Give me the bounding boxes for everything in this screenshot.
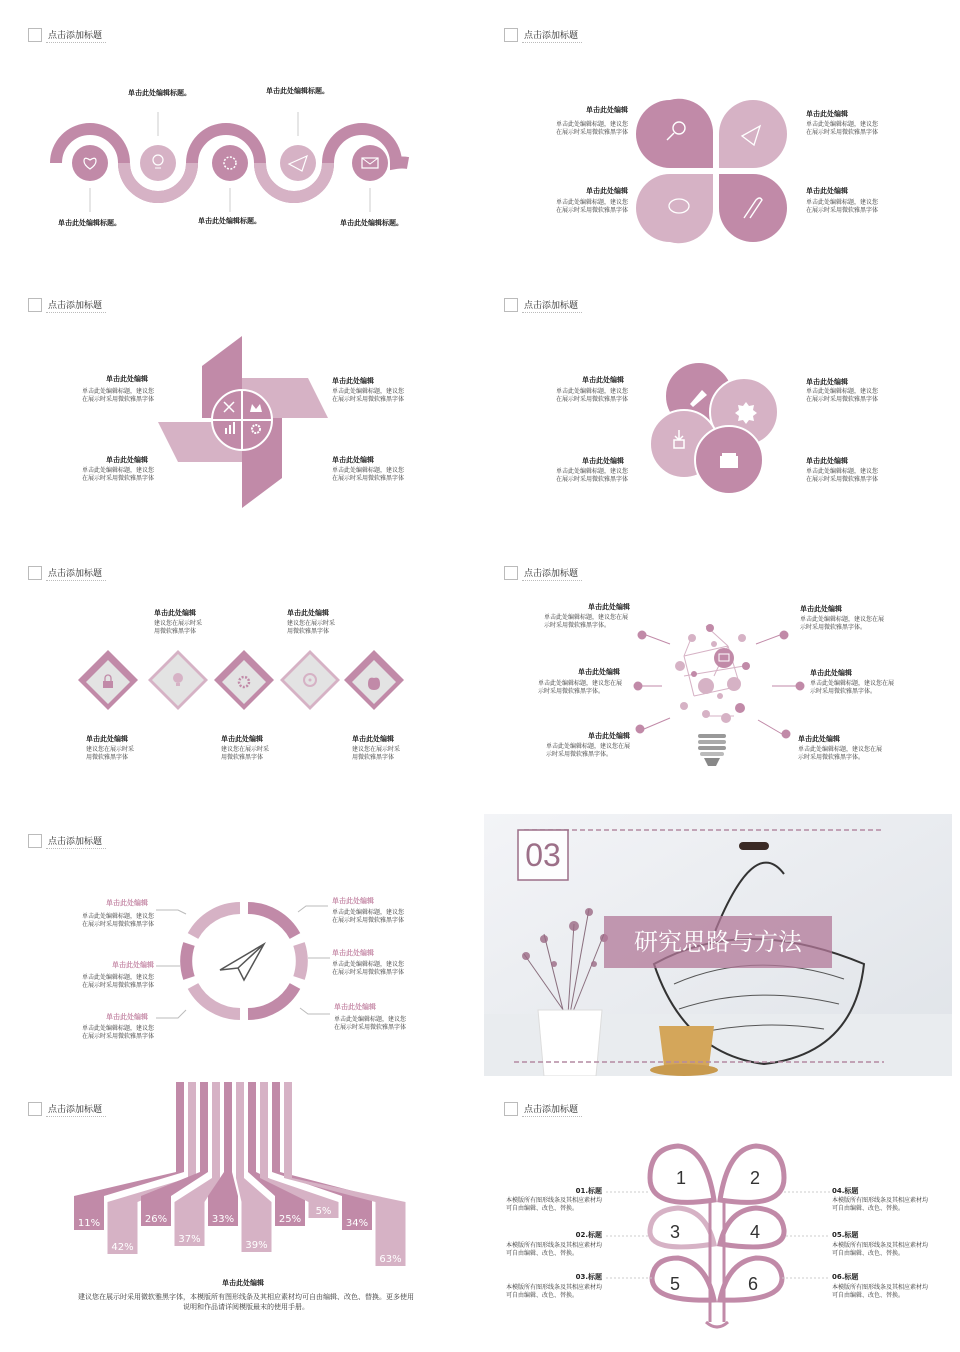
item-title[interactable]: 单击此处编辑 xyxy=(334,1003,376,1011)
strip-percent-label: 39% xyxy=(245,1240,268,1251)
item-body[interactable]: 建议您在展示时采用微软雅黑字体 xyxy=(86,746,135,761)
item-body[interactable]: 本模版所有图形线条及其相应素材均可自由编辑、改色、替换。 xyxy=(506,1242,603,1257)
gear-icon xyxy=(212,145,248,181)
header-title[interactable]: 点击添加标题 xyxy=(48,1105,103,1115)
item-body[interactable]: 建议您在展示时采用微软雅黑字体 xyxy=(154,620,203,635)
item-body[interactable]: 单击此处编辑标题，建议您在展示时采用微软雅黑字体 xyxy=(82,974,155,989)
item-title[interactable]: 05.标题 xyxy=(832,1231,859,1239)
item-title[interactable]: 单击此处编辑 xyxy=(588,732,630,740)
bulb-base xyxy=(698,734,726,738)
item-title[interactable]: 单击此处编辑 xyxy=(586,187,628,195)
strip-percent-label: 34% xyxy=(345,1218,369,1229)
item-title[interactable]: 单击此处编辑 xyxy=(806,110,848,118)
lightbulb-icon xyxy=(140,145,176,181)
item-title[interactable]: 单击此处编辑 xyxy=(800,605,842,613)
section-number[interactable]: 03 xyxy=(525,837,561,873)
petal-number-6: 6 xyxy=(748,1274,759,1294)
item-body[interactable]: 单击此处编辑标题，建议您在展示时采用微软雅黑字体 xyxy=(332,388,405,403)
item-title[interactable]: 单击此处编辑 xyxy=(806,378,848,386)
slide-four-petals xyxy=(484,8,952,270)
slide-ring-plane xyxy=(8,814,476,1076)
item-title[interactable]: 单击此处编辑 xyxy=(106,1013,148,1021)
strip-percent-label: 42% xyxy=(111,1242,134,1253)
petal-tree-graphic xyxy=(484,1082,952,1344)
strip-percent-label: 5% xyxy=(315,1206,332,1217)
white-pot xyxy=(538,1010,602,1076)
strip-percent-label: 25% xyxy=(278,1214,302,1225)
slide-pinwheel xyxy=(8,278,476,540)
item-body[interactable]: 建议您在展示时采用微软雅黑字体 xyxy=(352,746,401,761)
item-title[interactable]: 单击此处编辑 xyxy=(106,456,148,464)
bar-chart-icon xyxy=(225,428,227,434)
strip-percent-label: 33% xyxy=(211,1214,235,1225)
lock-icon xyxy=(103,681,113,688)
item-body[interactable]: 建议您在展示时采用微软雅黑字体 xyxy=(221,746,270,761)
item-body[interactable]: 本模版所有图形线条及其相应素材均可自由编辑、改色、替换。 xyxy=(832,1284,929,1299)
item-title[interactable]: 02.标题 xyxy=(575,1231,602,1239)
slide-section-title xyxy=(484,814,952,1076)
label-bottom-3[interactable]: 单击此处编辑标题。 xyxy=(340,219,403,227)
item-title[interactable]: 06.标题 xyxy=(832,1273,859,1281)
item-body[interactable]: 本模版所有图形线条及其相应素材均可自由编辑、改色、替换。 xyxy=(506,1197,603,1212)
item-title[interactable]: 单击此处编辑 xyxy=(810,669,852,677)
item-body[interactable]: 单击此处编辑标题，建议您在展示时采用微软雅黑字体 xyxy=(82,1025,155,1040)
folder-icon xyxy=(720,456,738,468)
slide-lightbulb xyxy=(484,546,952,808)
slide-strip-percentages xyxy=(8,1082,476,1344)
slide-wave-timeline xyxy=(8,8,476,270)
strip-percent-label: 63% xyxy=(379,1254,402,1265)
item-title[interactable]: 单击此处编辑 xyxy=(582,457,624,465)
section-title[interactable]: 研究思路与方法 xyxy=(634,928,802,956)
item-title[interactable]: 单击此处编辑 xyxy=(806,457,848,465)
strip-title[interactable]: 单击此处编辑 xyxy=(222,1279,264,1287)
header-title[interactable]: 点击添加标题 xyxy=(48,569,103,579)
item-title[interactable]: 单击此处编辑 xyxy=(352,735,394,743)
item-body[interactable]: 单击此处编辑标题，建议您在展示时采用微软雅黑字体。 xyxy=(546,743,631,758)
item-body[interactable]: 单击此处编辑标题，建议您在展示时采用微软雅黑字体 xyxy=(82,467,155,482)
item-body[interactable]: 单击此处编辑标题，建议您在展示时采用微软雅黑字体 xyxy=(556,199,629,214)
item-title[interactable]: 单击此处编辑 xyxy=(332,377,374,385)
header-title[interactable]: 点击添加标题 xyxy=(48,837,103,847)
slide-circle-flower xyxy=(484,278,952,540)
header-title[interactable]: 点击添加标题 xyxy=(524,301,579,311)
item-title[interactable]: 单击此处编辑 xyxy=(806,187,848,195)
envelope-icon xyxy=(352,145,388,181)
monitor-icon xyxy=(698,678,714,694)
diamond-graphic xyxy=(8,546,476,808)
ring-graphic xyxy=(8,814,476,1076)
item-title[interactable]: 单击此处编辑 xyxy=(86,735,128,743)
strip-band xyxy=(284,1082,406,1266)
item-body[interactable]: 单击此处编辑标题，建议您在展示时采用微软雅黑字体 xyxy=(334,1016,407,1031)
item-title[interactable]: 单击此处编辑 xyxy=(106,375,148,383)
item-body[interactable]: 单击此处编辑标题，建议您在展示时采用微软雅黑字体 xyxy=(332,909,405,924)
item-title[interactable]: 单击此处编辑 xyxy=(578,668,620,676)
header-title[interactable]: 点击添加标题 xyxy=(48,301,103,311)
gold-cup xyxy=(659,1026,714,1066)
petal-number-4: 4 xyxy=(750,1222,761,1242)
label-bottom-1[interactable]: 单击此处编辑标题。 xyxy=(58,219,121,227)
magic-wand-icon xyxy=(727,677,741,691)
item-body[interactable]: 单击此处编辑标题，建议您在展示时采用微软雅黑字体 xyxy=(806,468,879,483)
strip-percent-label: 37% xyxy=(178,1234,201,1245)
item-body[interactable]: 单击此处编辑标题，建议您在展示时采用微软雅黑字体。 xyxy=(810,680,895,695)
item-body[interactable]: 单击此处编辑标题，建议您在展示时采用微软雅黑字体 xyxy=(806,388,879,403)
item-body[interactable]: 单击此处编辑标题，建议您在展示时采用微软雅黑字体 xyxy=(82,913,155,928)
strip-description[interactable]: 建议您在展示时采用微软雅黑字体，本模版所有图形线条及其相应素材均可自由编辑、改色、替换。更多使用说明和作品请详阅模版最末的使用手册。 xyxy=(78,1293,414,1311)
strip-percent-label: 26% xyxy=(144,1214,168,1225)
lightbulb-graphic xyxy=(484,546,952,808)
alert-badge-icon xyxy=(735,402,757,424)
item-body[interactable]: 单击此处编辑标题，建议您在展示时采用微软雅黑字体 xyxy=(556,121,629,136)
header-title[interactable]: 点击添加标题 xyxy=(524,1105,579,1115)
item-body[interactable]: 单击此处编辑标题，建议您在展示时采用微软雅黑字体 xyxy=(806,199,879,214)
item-title[interactable]: 01.标题 xyxy=(575,1187,602,1195)
item-body[interactable]: 单击此处编辑标题，建议您在展示时采用微软雅黑字体 xyxy=(82,388,155,403)
label-top-2[interactable]: 单击此处编辑标题。 xyxy=(266,87,329,95)
fruit-icon xyxy=(368,678,380,690)
lightbulb-icon xyxy=(173,673,183,683)
strip-percent-label: 11% xyxy=(77,1218,101,1229)
item-body[interactable]: 单击此处编辑标题，建议您在展示时采用微软雅黑字体 xyxy=(332,467,405,482)
item-body[interactable]: 单击此处编辑标题，建议您在展示时采用微软雅黑字体。 xyxy=(544,614,629,629)
circle-flower-graphic xyxy=(484,278,952,540)
camera-icon xyxy=(714,648,734,668)
petal-number-5: 5 xyxy=(670,1274,681,1294)
header-title[interactable]: 点击添加标题 xyxy=(524,31,579,41)
item-body[interactable]: 建议您在展示时采用微软雅黑字体 xyxy=(287,620,336,635)
item-body[interactable]: 单击此处编辑标题，建议您在展示时采用微软雅黑字体 xyxy=(556,468,629,483)
item-title[interactable]: 单击此处编辑 xyxy=(112,961,154,969)
label-bottom-2[interactable]: 单击此处编辑标题。 xyxy=(198,217,261,225)
petal-number-2: 2 xyxy=(750,1168,761,1188)
item-title[interactable]: 03.标题 xyxy=(575,1273,602,1281)
slide-numbered-petals xyxy=(484,1082,952,1344)
pinwheel-graphic xyxy=(8,278,476,540)
item-title[interactable]: 单击此处编辑 xyxy=(588,603,630,611)
item-title[interactable]: 单击此处编辑 xyxy=(332,949,374,957)
item-title[interactable]: 单击此处编辑 xyxy=(332,897,374,905)
item-title[interactable]: 单击此处编辑 xyxy=(287,609,329,617)
petal-number-1: 1 xyxy=(676,1168,687,1188)
header-title[interactable]: 点击添加标题 xyxy=(48,31,103,41)
item-title[interactable]: 单击此处编辑 xyxy=(154,609,196,617)
item-body[interactable]: 本模版所有图形线条及其相应素材均可自由编辑、改色、替换。 xyxy=(506,1284,603,1299)
item-title[interactable]: 单击此处编辑 xyxy=(106,899,148,907)
label-top-1[interactable]: 单击此处编辑标题。 xyxy=(128,89,191,97)
item-title[interactable]: 单击此处编辑 xyxy=(221,735,263,743)
item-title[interactable]: 单击此处编辑 xyxy=(582,376,624,384)
item-title[interactable]: 单击此处编辑 xyxy=(798,735,840,743)
item-title[interactable]: 单击此处编辑 xyxy=(586,106,628,114)
item-body[interactable]: 本模版所有图形线条及其相应素材均可自由编辑、改色、替换。 xyxy=(832,1197,929,1212)
item-title[interactable]: 单击此处编辑 xyxy=(332,456,374,464)
petal-graphic xyxy=(484,8,952,270)
item-title[interactable]: 04.标题 xyxy=(832,1187,859,1195)
slide-diamonds xyxy=(8,546,476,808)
item-body[interactable]: 单击此处编辑标题，建议您在展示时采用微软雅黑字体。 xyxy=(538,680,623,695)
wave-graphic xyxy=(8,8,476,270)
item-body[interactable]: 单击此处编辑标题，建议您在展示时采用微软雅黑字体。 xyxy=(798,746,883,761)
item-body[interactable]: 单击此处编辑标题，建议您在展示时采用微软雅黑字体 xyxy=(332,961,405,976)
petal-number-3: 3 xyxy=(670,1222,681,1242)
item-body[interactable]: 单击此处编辑标题，建议您在展示时采用微软雅黑字体 xyxy=(556,388,629,403)
heart-icon xyxy=(72,145,108,181)
item-body[interactable]: 本模版所有图形线条及其相应素材均可自由编辑、改色、替换。 xyxy=(832,1242,929,1257)
item-body[interactable]: 单击此处编辑标题，建议您在展示时采用微软雅黑字体 xyxy=(806,121,879,136)
paper-plane-icon xyxy=(220,944,264,980)
paper-plane-icon xyxy=(280,145,316,181)
header-title[interactable]: 点击添加标题 xyxy=(524,569,579,579)
item-body[interactable]: 单击此处编辑标题，建议您在展示时采用微软雅黑字体。 xyxy=(800,616,885,631)
